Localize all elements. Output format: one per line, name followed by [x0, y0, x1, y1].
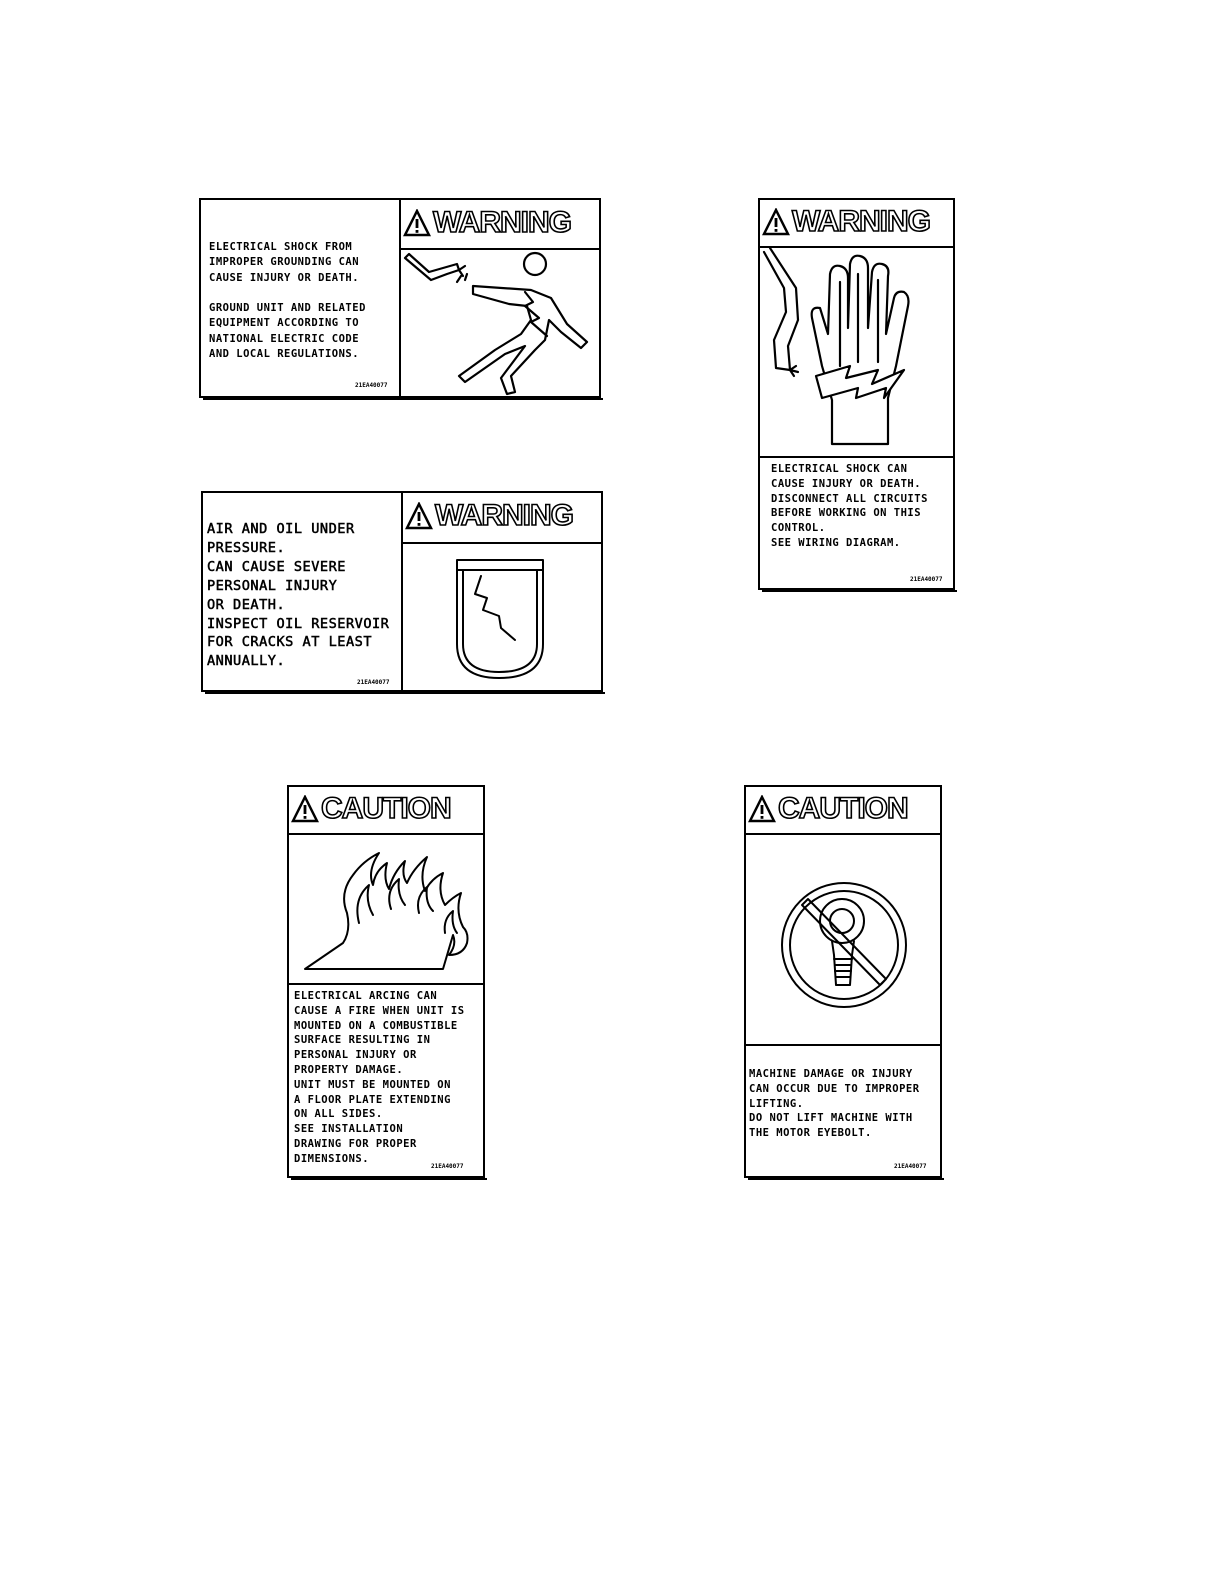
signal-word: CAUTION [778, 792, 908, 825]
grounding-warning-label [199, 198, 601, 398]
fire-text-panel [289, 985, 483, 1176]
oil-signal-header [403, 493, 601, 544]
lifting-pictogram-panel [746, 835, 940, 1046]
cracked-reservoir-icon [403, 544, 601, 690]
circuits-pictogram-panel [760, 248, 953, 458]
signal-word: CAUTION [321, 792, 451, 825]
caution-triangle-icon [291, 795, 319, 823]
fire-caution-label [287, 785, 485, 1178]
signal-word: WARNING [792, 205, 930, 238]
circuits-warning-text: ELECTRICAL SHOCK CAN CAUSE INJURY OR DEATH. DISCONNECT ALL CIRCUITS BEFORE WORKING ON THIS CONTROL. SEE WIRING DIAGRAM. [771, 463, 928, 549]
lifting-caution-label [744, 785, 942, 1178]
label-part-code: 21EA40077 [894, 1163, 927, 1170]
signal-word: WARNING [433, 206, 571, 239]
circuits-signal-header [760, 200, 953, 248]
grounding-warning-text: ELECTRICAL SHOCK FROM IMPROPER GROUNDING CAN CAUSE INJURY OR DEATH. GROUND UNIT AND RELATED EQUIPMENT ACCORDING TO NATIONAL ELECTRIC CODE AND LOCAL REGULATIONS. [209, 241, 366, 361]
electric-shock-person-icon [401, 250, 599, 396]
label-part-code: 21EA40077 [910, 576, 943, 583]
caution-triangle-icon [748, 795, 776, 823]
grounding-text-panel [201, 200, 401, 396]
warning-triangle-icon [403, 209, 431, 237]
fire-signal-header [289, 787, 483, 835]
fire-pictogram-panel [289, 835, 483, 985]
no-eyebolt-lift-icon [746, 835, 940, 1046]
circuits-text-panel [760, 458, 953, 588]
lifting-signal-header [746, 787, 940, 835]
warning-triangle-icon [762, 208, 790, 236]
warning-triangle-icon [405, 502, 433, 530]
circuits-warning-label [758, 198, 955, 590]
label-part-code: 21EA40077 [355, 382, 388, 389]
lifting-text-panel [746, 1046, 940, 1176]
oil-text-panel [203, 493, 403, 690]
oil-warning-label [201, 491, 603, 692]
grounding-signal-header [401, 200, 599, 250]
label-part-code: 21EA40077 [357, 679, 390, 686]
lifting-caution-text: MACHINE DAMAGE OR INJURY CAN OCCUR DUE TO IMPROPER LIFTING. DO NOT LIFT MACHINE WITH THE MOTOR EYEBOLT. [749, 1068, 920, 1140]
oil-pictogram-panel [403, 544, 601, 690]
oil-warning-text: AIR AND OIL UNDER PRESSURE. CAN CAUSE SEVERE PERSONAL INJURY OR DEATH. INSPECT OIL RESERVOIR FOR CRACKS AT LEAST ANNUALLY. [207, 521, 390, 670]
flame-icon [289, 835, 483, 985]
grounding-pictogram-panel [401, 250, 599, 396]
fire-caution-text: ELECTRICAL ARCING CAN CAUSE A FIRE WHEN UNIT IS MOUNTED ON A COMBUSTIBLE SURFACE RESULTING IN PERSONAL INJURY OR PROPERTY DAMAGE. UNIT MUST BE MOUNTED ON A FLOOR PLATE EXTENDING ON ALL SIDES. SEE INSTALLATION DRAWING FOR PROPER DIMENSIONS. [294, 990, 465, 1165]
label-part-code: 21EA40077 [431, 1163, 464, 1170]
electric-shock-hand-icon [760, 248, 953, 458]
signal-word: WARNING [435, 499, 573, 532]
